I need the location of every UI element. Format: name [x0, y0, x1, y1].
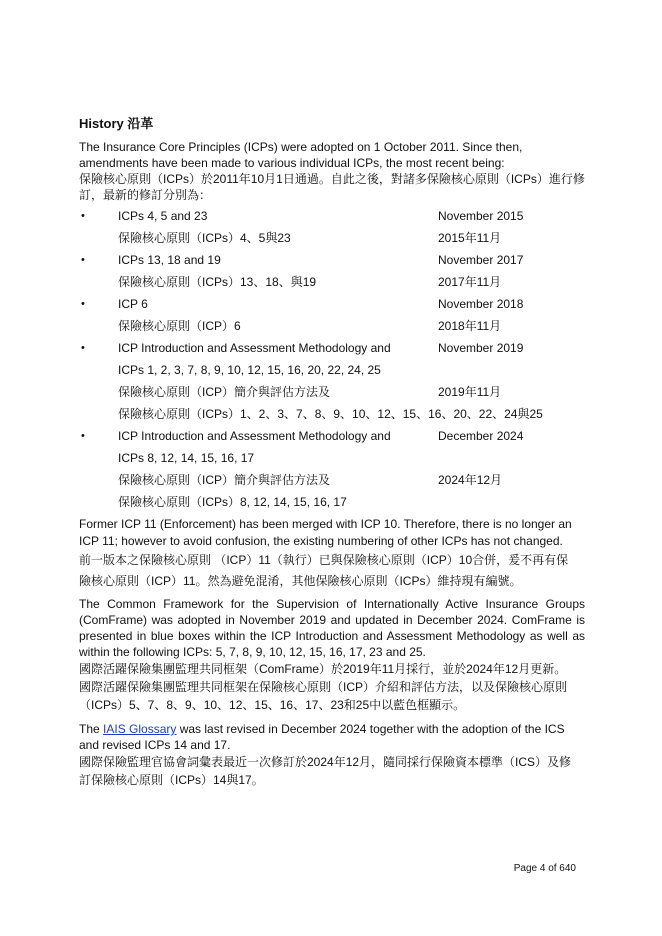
- amendment-zh: 保險核心原則（ICPs）4、5與23: [118, 231, 291, 245]
- former-en-line1: Former ICP 11 (Enforcement) has been merged with ICP 10. Therefore, there is no longer an: [79, 517, 572, 531]
- amendment-zh: 保險核心原則（ICP）簡介與評估方法及: [118, 473, 331, 487]
- amendment-en: ICPs 13, 18 and 19: [118, 253, 221, 267]
- glossary-paragraph: [79, 721, 585, 789]
- amendment-date-zh: 2024年12月: [438, 473, 503, 487]
- bullet-icon: •: [81, 298, 85, 310]
- amendment-date-en: November 2019: [438, 341, 524, 355]
- glossary-zh-line1: 國際保險監理官協會詞彙表最近一次修訂於2024年12月，隨同採行保險資本標準（ICS）及修: [79, 755, 572, 769]
- page-number: Page 4 of 640: [513, 863, 576, 874]
- bullet-icon: •: [81, 430, 85, 442]
- amendment-zh: 保險核心原則（ICPs）13、18、與19: [118, 275, 317, 289]
- amendment-date-en: November 2015: [438, 209, 524, 223]
- intro-en: The Insurance Core Principles (ICPs) were adopted on 1 October 2011. Since then, amendments have been made to various individual ICPs, the most recent being:: [79, 140, 523, 170]
- former-en-line2: ICP 11; however to avoid confusion, the existing numbering of other ICPs has not changed.: [79, 534, 563, 548]
- amendment-date-en: December 2024: [438, 429, 524, 443]
- comframe-en: The Common Framework for the Supervision of Internationally Active Insurance Groups (ComFrame) was adopted in November 2019 and updated in December 2024. ComFrame is presented in blue boxes within the ICP Introduction and Assessment Methodology as well as within the following ICPs: 5, 7, 8, 9, 10, 12, 15, 16, 17, 23 and 25.: [79, 597, 585, 659]
- intro-zh: 保險核心原則（ICPs）於2011年10月1日通過。自此之後，對諸多保險核心原則（ICPs）進行修訂，最新的修訂分別為：: [79, 172, 585, 202]
- amendment-en: ICP Introduction and Assessment Methodology and: [118, 429, 391, 443]
- amendment-en: ICPs 4, 5 and 23: [118, 209, 208, 223]
- amendment-zh-2: 保險核心原則（ICPs）8, 12, 14, 15, 16, 17: [118, 495, 347, 509]
- bullet-icon: •: [81, 342, 85, 354]
- comframe-zh-line3: （ICPs）5、7、8、9、10、12、15、16、17、23和25中以藍色框顯示。: [79, 698, 466, 712]
- former-zh-line1: 前一版本之保險核心原則 （ICP）11（執行）已與保險核心原則（ICP）10合併，爰不再有保: [79, 553, 569, 567]
- former-zh-line2: 險核心原則（ICP）11。然為避免混淆，其他保險核心原則（ICPs）維持現有編號。: [79, 574, 522, 588]
- comframe-paragraph: [79, 596, 585, 714]
- bullet-icon: •: [81, 210, 85, 222]
- amendment-date-zh: 2019年11月: [438, 385, 502, 399]
- section-heading: History 沿革: [79, 116, 154, 131]
- comframe-zh-line1: 國際活躍保險集團監理共同框架（ComFrame）於2019年11月採行，並於2024年12月更新。: [79, 662, 567, 676]
- former-icp11-paragraph: [79, 516, 585, 592]
- amendment-date-en: November 2018: [438, 297, 524, 311]
- amendment-date-en: November 2017: [438, 253, 524, 267]
- amendment-en-2: ICPs 1, 2, 3, 7, 8, 9, 10, 12, 15, 16, 20, 22, 24, 25: [118, 363, 381, 377]
- amendment-en-2: ICPs 8, 12, 14, 15, 16, 17: [118, 451, 255, 465]
- glossary-prefix: The: [79, 722, 104, 736]
- intro-paragraph: [79, 139, 585, 203]
- amendment-zh-2: 保險核心原則（ICPs）1、2、3、7、8、9、10、12、15、16、20、22、24與25: [118, 407, 543, 421]
- amendment-en: ICP Introduction and Assessment Methodology and: [118, 341, 391, 355]
- glossary-en-line1: [79, 721, 585, 737]
- iais-glossary-link[interactable]: IAIS Glossary: [103, 722, 177, 736]
- amendment-zh: 保險核心原則（ICP）簡介與評估方法及: [118, 385, 331, 399]
- amendment-date-zh: 2018年11月: [438, 319, 502, 333]
- amendment-date-zh: 2015年11月: [438, 231, 502, 245]
- amendment-en: ICP 6: [118, 297, 148, 311]
- glossary-suffix: was last revised in December 2024 together with the adoption of the ICS: [176, 722, 565, 736]
- glossary-zh-line2: 訂保險核心原則（ICPs）14與17。: [79, 773, 264, 787]
- comframe-zh-line2: 國際活躍保險集團監理共同框架在保險核心原則（ICP）介紹和評估方法，以及保險核心原則: [79, 680, 568, 694]
- bullet-icon: •: [81, 254, 85, 266]
- amendment-zh: 保險核心原則（ICP）6: [118, 319, 241, 333]
- amendment-date-zh: 2017年11月: [438, 275, 502, 289]
- glossary-en-line2: and revised ICPs 14 and 17.: [79, 738, 231, 752]
